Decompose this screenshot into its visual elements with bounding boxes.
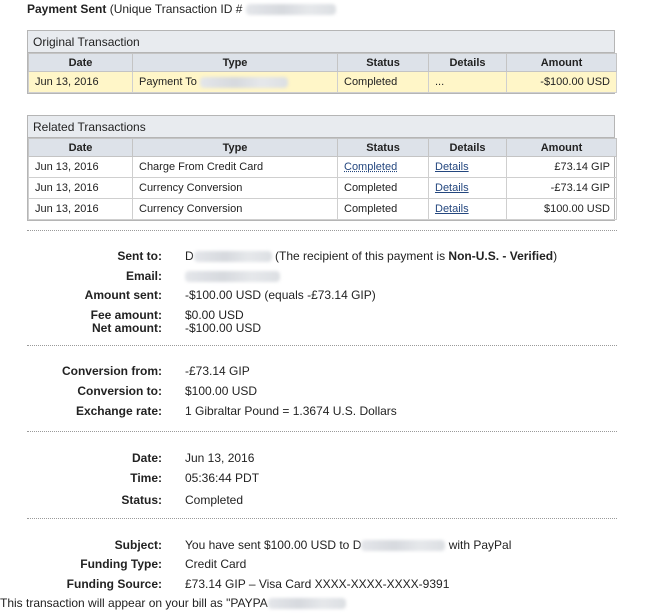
divider <box>27 518 617 519</box>
col-details: Details <box>429 54 507 72</box>
related-transactions-table <box>28 138 617 220</box>
redacted-descriptor <box>268 598 346 609</box>
date-value: Jun 13, 2016 <box>185 451 255 465</box>
details-link[interactable]: Details <box>435 182 469 194</box>
conversion-to-label: Conversion to: <box>77 384 162 398</box>
col-status: Status <box>338 54 429 72</box>
related-transactions-panel <box>27 115 615 221</box>
sent-to-label: Sent to: <box>117 249 162 263</box>
subject-recipient-initial: D <box>352 538 362 552</box>
subject-text-end: with PayPal <box>445 538 512 552</box>
row-status <box>338 157 429 178</box>
email-value <box>185 269 280 283</box>
row-date: Jun 13, 2016 <box>29 157 133 178</box>
redacted-transaction-id <box>246 4 336 15</box>
billing-descriptor-text: This transaction will appear on your bill as "PAYPA <box>0 596 268 610</box>
status-label: Status: <box>121 493 162 507</box>
status-completed-link[interactable]: Completed <box>344 161 398 173</box>
redacted-recipient <box>200 77 288 88</box>
row-amount: -$100.00 USD <box>507 72 617 93</box>
funding-source-label: Funding Source: <box>66 577 162 591</box>
row-amount: £73.14 GIP <box>507 157 617 178</box>
table-row <box>29 199 617 220</box>
page-title: Payment Sent <box>27 2 107 16</box>
recipient-note: (The recipient of this payment is <box>271 249 449 263</box>
billing-descriptor-note <box>0 596 346 610</box>
col-date: Date <box>29 139 133 157</box>
table-row <box>29 72 617 93</box>
row-type: Currency Conversion <box>133 199 338 220</box>
original-transaction-table <box>28 53 617 93</box>
row-type-text: Payment To <box>139 76 200 88</box>
recipient-initial: D <box>185 249 194 263</box>
col-type: Type <box>133 139 338 157</box>
conversion-to-value: $100.00 USD <box>185 384 258 398</box>
row-details: ... <box>429 72 507 93</box>
exchange-rate-label: Exchange rate: <box>75 404 162 418</box>
row-details <box>429 199 507 220</box>
row-date: Jun 13, 2016 <box>29 199 133 220</box>
row-status: Completed <box>338 72 429 93</box>
row-amount: -£73.14 GIP <box>507 178 617 199</box>
time-value: 05:36:44 PDT <box>185 471 260 485</box>
amount-sent-value: -$100.00 USD (equals -£73.14 GIP) <box>185 288 376 302</box>
conversion-from-value: -£73.14 GIP <box>185 364 250 378</box>
recipient-note-end: ) <box>553 249 558 263</box>
fee-amount-value: $0.00 USD <box>185 308 244 322</box>
subject-label: Subject: <box>114 538 162 552</box>
col-amount: Amount <box>507 54 617 72</box>
transaction-id-prefix: (Unique Transaction ID # <box>106 2 246 16</box>
row-type: Charge From Credit Card <box>133 157 338 178</box>
table-row <box>29 178 617 199</box>
col-amount: Amount <box>507 139 617 157</box>
email-label: Email: <box>125 269 162 283</box>
funding-type-label: Funding Type: <box>80 557 162 571</box>
date-label: Date: <box>131 451 162 465</box>
amount-sent-label: Amount sent: <box>84 288 162 302</box>
details-link[interactable]: Details <box>435 161 469 173</box>
original-transaction-title: Original Transaction <box>28 31 614 53</box>
net-amount-value: -$100.00 USD <box>185 321 262 335</box>
row-details <box>429 178 507 199</box>
divider <box>27 345 617 346</box>
status-value: Completed <box>185 493 244 507</box>
row-type: Currency Conversion <box>133 178 338 199</box>
row-date: Jun 13, 2016 <box>29 178 133 199</box>
row-status: Completed <box>338 199 429 220</box>
row-amount: $100.00 USD <box>507 199 617 220</box>
subject-text: You have sent $100.00 USD to <box>185 538 353 552</box>
recipient-status: Non-U.S. - Verified <box>448 249 554 263</box>
table-row <box>29 157 617 178</box>
page-header <box>27 2 336 16</box>
redacted-email <box>185 271 280 282</box>
divider <box>27 431 617 432</box>
divider <box>27 230 617 231</box>
related-transactions-title: Related Transactions <box>28 116 614 138</box>
row-status: Completed <box>338 178 429 199</box>
row-type <box>133 72 338 93</box>
redacted-subject-recipient <box>361 540 445 551</box>
fee-amount-label: Fee amount: <box>90 308 162 322</box>
row-details <box>429 157 507 178</box>
col-status: Status <box>338 139 429 157</box>
col-date: Date <box>29 54 133 72</box>
funding-type-value: Credit Card <box>185 557 247 571</box>
redacted-recipient-name <box>194 251 272 262</box>
row-date: Jun 13, 2016 <box>29 72 133 93</box>
details-link[interactable]: Details <box>435 203 469 215</box>
exchange-rate-value: 1 Gibraltar Pound = 1.3674 U.S. Dollars <box>185 404 397 418</box>
time-label: Time: <box>130 471 162 485</box>
funding-source-value: £73.14 GIP – Visa Card XXXX-XXXX-XXXX-9391 <box>185 577 450 591</box>
sent-to-value <box>185 249 557 263</box>
net-amount-label: Net amount: <box>92 321 162 335</box>
conversion-from-label: Conversion from: <box>61 364 162 378</box>
col-details: Details <box>429 139 507 157</box>
original-transaction-panel <box>27 30 615 94</box>
subject-value <box>185 538 511 552</box>
col-type: Type <box>133 54 338 72</box>
